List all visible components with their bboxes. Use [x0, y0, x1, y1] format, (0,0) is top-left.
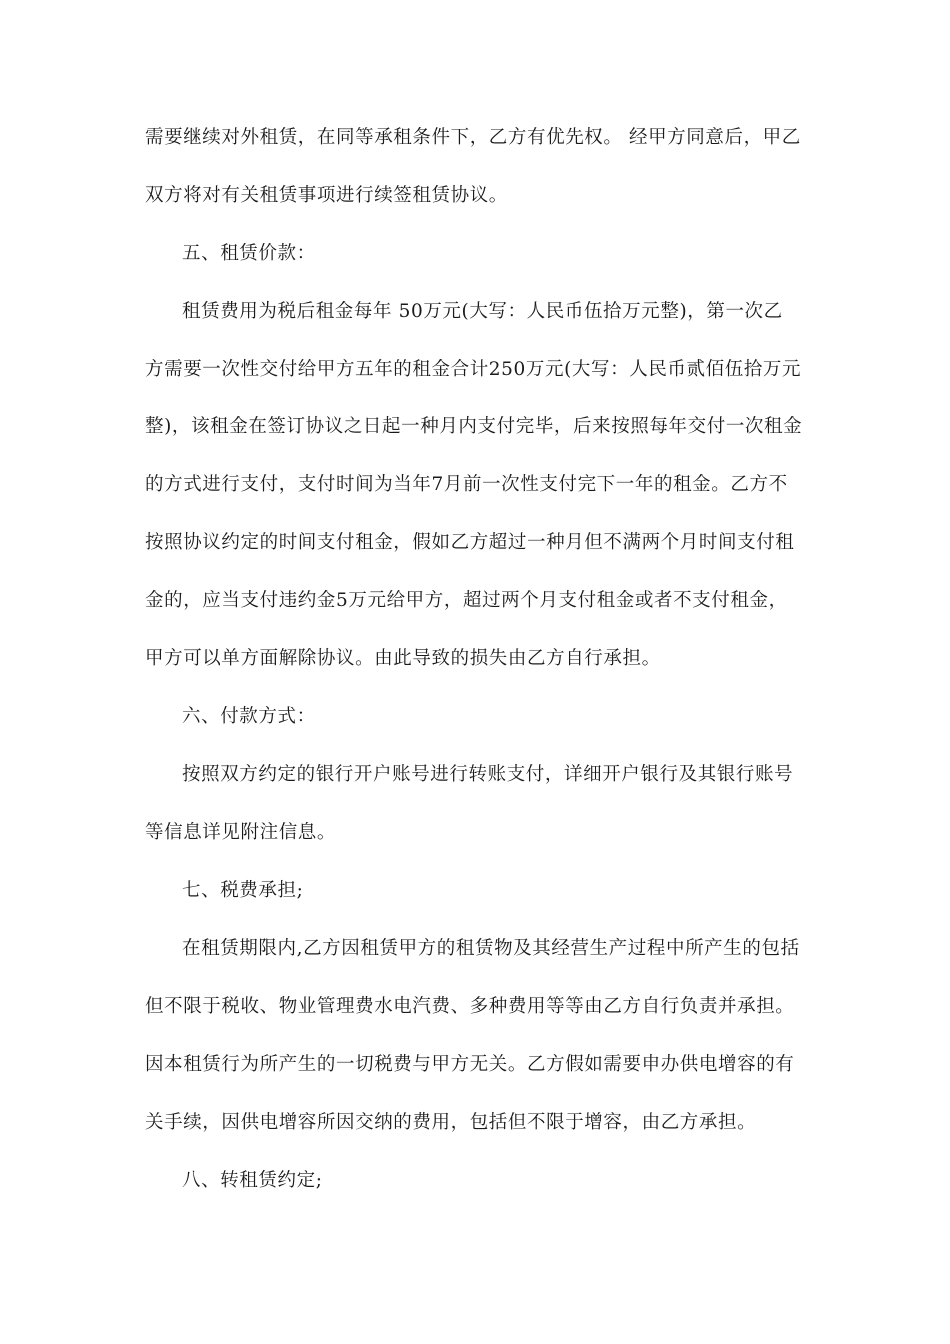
text-line: 租赁费用为税后租金每年 50万元(大写：人民币伍拾万元整)，第一次乙 [182, 301, 783, 322]
text-line: 按照双方约定的银行开户账号进行转账支付，详细开户银行及其银行账号 [182, 764, 794, 785]
text-line: 需要继续对外租赁，在同等承租条件下，乙方有优先权。 经甲方同意后，甲乙 [145, 127, 801, 148]
text-line: 甲方可以单方面解除协议。由此导致的损失由乙方自行承担。 [145, 648, 661, 669]
text-line: 关手续，因供电增容所因交纳的费用，包括但不限于增容，由乙方承担。 [145, 1112, 757, 1133]
text-line: 在租赁期限内,乙方因租赁甲方的租赁物及其经营生产过程中所产生的包括 [182, 938, 800, 959]
text-line: 按照协议约定的时间支付租金，假如乙方超过一种月但不满两个月时间支付租 [145, 532, 795, 553]
section-heading: 八、转租赁约定; [182, 1170, 323, 1191]
text-line: 等信息详见附注信息。 [145, 822, 337, 843]
section-heading: 六、付款方式： [182, 706, 316, 727]
text-line: 整)，该租金在签订协议之日起一种月内支付完毕，后来按照每年交付一次租金 [145, 416, 803, 437]
text-line: 双方将对有关租赁事项进行续签租赁协议。 [145, 185, 508, 206]
text-line: 但不限于税收、物业管理费水电汽费、多种费用等等由乙方自行负责并承担。 [145, 996, 795, 1017]
text-line: 金的，应当支付违约金5万元给甲方，超过两个月支付租金或者不支付租金， [145, 590, 788, 611]
text-line: 的方式进行支付，支付时间为当年7月前一次性支付完下一年的租金。乙方不 [145, 474, 788, 495]
section-heading: 五、租赁价款： [182, 243, 316, 264]
section-heading: 七、税费承担; [182, 880, 304, 901]
text-line: 因本租赁行为所产生的一切税费与甲方无关。乙方假如需要申办供电增容的有 [145, 1054, 795, 1075]
text-line: 方需要一次性交付给甲方五年的租金合计250万元(大写：人民币贰佰伍拾万元 [145, 359, 802, 380]
